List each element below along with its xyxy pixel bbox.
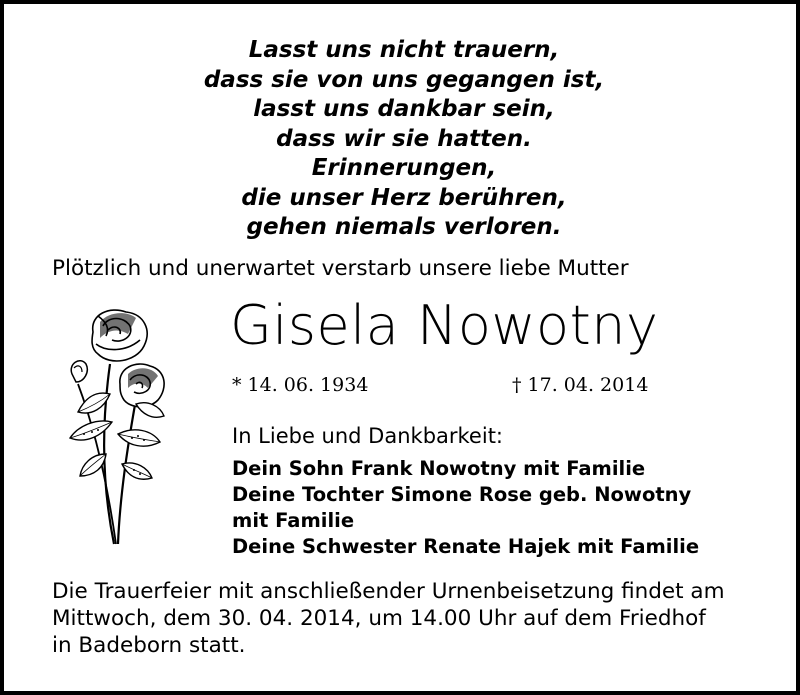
funeral-info-line: Mittwoch, dem 30. 04. 2014, um 14.00 Uhr auf dem Friedhof (52, 606, 706, 631)
family-line: Dein Sohn Frank Nowotny mit Familie (232, 457, 646, 480)
poem-line: Lasst uns nicht trauern, (248, 37, 560, 63)
poem-line: gehen niemals verloren. (246, 214, 562, 240)
poem-line: dass sie von uns gegangen ist, (203, 66, 605, 93)
family-line: Deine Schwester Renate Hajek mit Familie (232, 535, 700, 558)
family-line: mit Familie (232, 509, 355, 532)
poem-line: dass wir sie hatten. (276, 125, 532, 152)
funeral-info-line: in Badeborn statt. (52, 633, 246, 658)
birth-date: * 14. 06. 1934 (232, 374, 369, 396)
family-line: Deine Tochter Simone Rose geb. Nowotny (232, 483, 692, 506)
death-date: † 17. 04. 2014 (512, 374, 649, 396)
poem-line: die unser Herz berühren, (241, 184, 567, 211)
poem (4, 36, 800, 243)
intro-text: Plötzlich und unerwartet verstarb unsere liebe Mutter (52, 256, 629, 281)
family-list (232, 456, 699, 560)
poem-line: lasst uns dankbar sein, (253, 96, 555, 122)
gratitude-line: In Liebe und Dankbarkeit: (232, 424, 504, 448)
funeral-info (52, 578, 725, 659)
poem-line: Erinnerungen, (311, 155, 497, 181)
funeral-info-line: Die Trauerfeier mit anschließender Urnenbeisetzung findet am (52, 579, 725, 604)
deceased-name: Gisela Nowotny (230, 294, 659, 357)
rose-icon (48, 304, 178, 554)
